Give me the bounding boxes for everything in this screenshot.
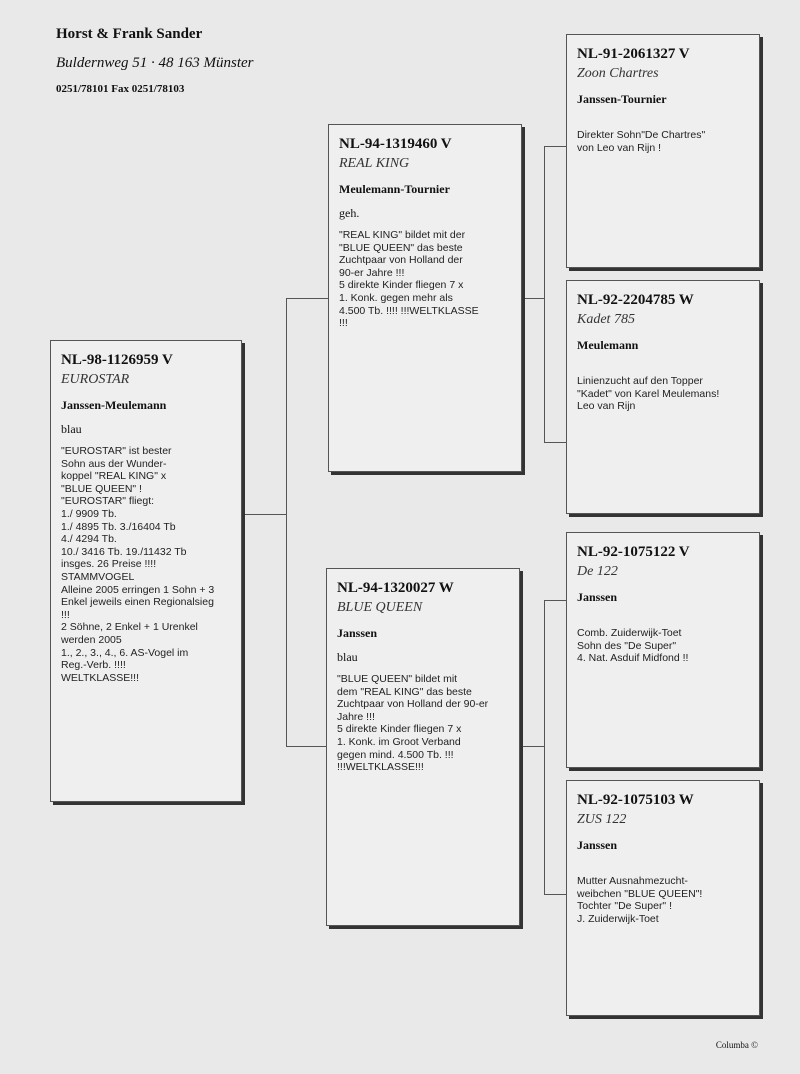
pigeon-name: ZUS 122 (577, 812, 627, 827)
connector-to-dam (286, 746, 328, 747)
pigeon-name: EUROSTAR (61, 372, 130, 387)
breed-line: Meulemann-Tournier (339, 182, 450, 196)
description: Mutter Ausnahmezucht- weibchen "BLUE QUEEN"! Tochter "De Super" ! J. Zuiderwijk-Toet (577, 875, 703, 925)
ring-number: NL-92-1075103 W (577, 792, 694, 808)
breeder-header (56, 26, 253, 95)
ring-number: NL-92-2204785 W (577, 292, 694, 308)
pigeon-name: REAL KING (339, 156, 410, 171)
pigeon-name: Zoon Chartres (577, 66, 659, 81)
ring-number: NL-91-2061327 V (577, 46, 690, 62)
description: "BLUE QUEEN" bildet mit dem "REAL KING" das beste Zuchtpaar von Holland der 90-er Jahre !!! 5 direkte Kinder fliegen 7 x 1. Konk. im Groot Verband gegen mind. 4.500 Tb. !!! !!!WELTKLASSE!!! (337, 673, 489, 774)
breed-line: Janssen (577, 590, 618, 604)
connector-sire-stem (522, 298, 544, 299)
description: Linienzucht auf den Topper "Kadet" von Karel Meulemans! Leo van Rijn (577, 375, 720, 413)
breeder-phone: 0251/78101 Fax 0251/78103 (56, 83, 185, 95)
pedigree-card-sire (328, 124, 522, 472)
connector-subject-stem (242, 514, 286, 515)
breed-line: Meulemann (577, 338, 639, 352)
pedigree-card-dam-sire (566, 532, 760, 768)
pedigree-card-dam (326, 568, 520, 926)
breed-line: Janssen (577, 838, 618, 852)
breed-line: Janssen-Tournier (577, 92, 667, 106)
ring-number: NL-94-1320027 W (337, 580, 454, 596)
pedigree-card-sire-sire (566, 34, 760, 268)
pigeon-name: BLUE QUEEN (337, 600, 423, 615)
breed-line: Janssen-Meulemann (61, 398, 167, 412)
footer-credit: Columba © (715, 1040, 758, 1050)
pedigree-card-subject (50, 340, 242, 802)
connector-to-dam-dam (544, 894, 566, 895)
connector-dam-vertical (544, 600, 545, 894)
connector-sire-vertical (544, 146, 545, 442)
ring-number: NL-92-1075122 V (577, 544, 690, 560)
color-label: blau (61, 422, 82, 436)
pigeon-name: Kadet 785 (577, 312, 635, 327)
color-label: geh. (339, 206, 360, 220)
connector-gen1-vertical (286, 298, 287, 746)
breeder-address: Buldernweg 51 · 48 163 Münster (56, 55, 254, 71)
breeder-name: Horst & Frank Sander (56, 26, 203, 42)
description: "EUROSTAR" ist bester Sohn aus der Wunder- koppel "REAL KING" x "BLUE QUEEN" ! "EUROSTAR" fliegt: 1./ 9909 Tb. 1./ 4895 Tb. 3./16404 Tb 4./ 4294 Tb. 10./ 3416 Tb. 19./11432 Tb insges. 26 Preise !!!! STAMMVOGEL Alleine 2005 erringen 1 Sohn + 3 Enkel jeweils einen Regionalsieg !!! 2 Söhne, 2 Enkel + 1 Urenkel werden 2005 1., 2., 3., 4., 6. AS-Vogel im Reg.-Verb. !!!! WELTKLASSE!!! (61, 445, 215, 684)
description: Direkter Sohn"De Chartres" von Leo van Rijn ! (577, 129, 706, 154)
pedigree-card-dam-dam (566, 780, 760, 1016)
connector-to-sire (286, 298, 328, 299)
connector-to-sire-dam (544, 442, 566, 443)
connector-dam-stem (520, 746, 544, 747)
pedigree-card-sire-dam (566, 280, 760, 514)
pigeon-name: De 122 (577, 564, 618, 579)
connector-to-sire-sire (544, 146, 566, 147)
connector-to-dam-sire (544, 600, 566, 601)
description: "REAL KING" bildet mit der "BLUE QUEEN" das beste Zuchtpaar von Holland der 90-er Jahre !!! 5 direkte Kinder fliegen 7 x 1. Konk. gegen mehr als 4.500 Tb. !!!! !!!WELTKLASSE !!! (339, 229, 479, 330)
color-label: blau (337, 650, 358, 664)
breed-line: Janssen (337, 626, 378, 640)
description: Comb. Zuiderwijk-Toet Sohn des "De Super" 4. Nat. Asduif Midfond !! (577, 627, 689, 665)
ring-number: NL-94-1319460 V (339, 136, 452, 152)
ring-number: NL-98-1126959 V (61, 352, 173, 368)
